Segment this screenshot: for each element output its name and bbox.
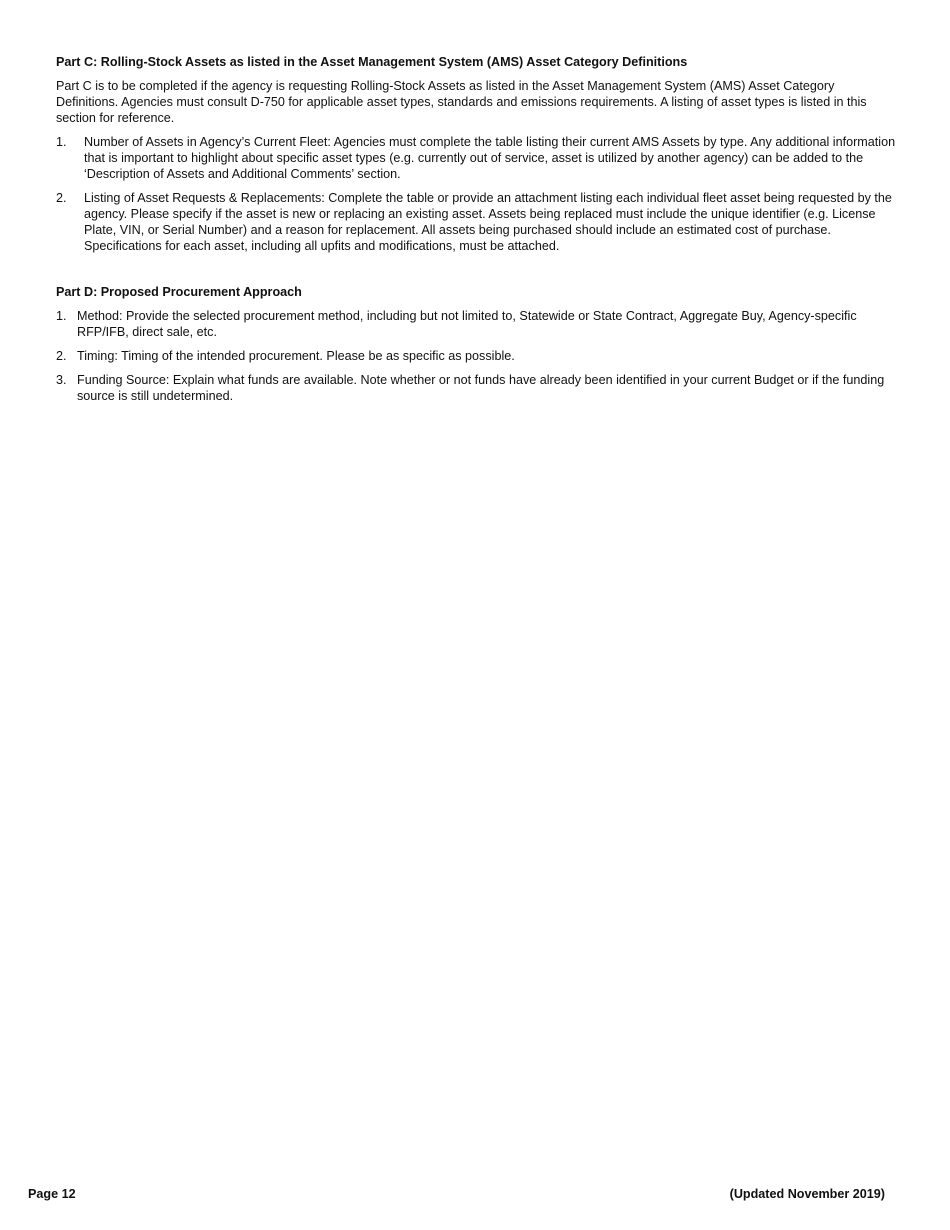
list-item-number: 3. bbox=[56, 373, 67, 387]
part-d-list bbox=[56, 308, 896, 404]
part-c-heading: Part C: Rolling-Stock Assets as listed in the Asset Management System (AMS) Asset Category Definitions bbox=[56, 55, 688, 69]
page-number: Page 12 bbox=[28, 1187, 76, 1201]
list-item-number: 1. bbox=[56, 309, 67, 323]
list-item bbox=[56, 308, 896, 340]
list-item-text: Timing: Timing of the intended procurement. Please be as specific as possible. bbox=[77, 349, 515, 363]
list-item-text: Funding Source: Explain what funds are available. Note whether or not funds have already been identified in your current Budget or if the funding source is still undetermined. bbox=[77, 373, 885, 403]
part-d-heading: Part D: Proposed Procurement Approach bbox=[56, 285, 302, 299]
document-body bbox=[56, 54, 896, 412]
part-c-section bbox=[56, 54, 896, 254]
part-c-list bbox=[56, 134, 896, 254]
list-item-text: Method: Provide the selected procurement method, including but not limited to, Statewide or State Contract, Aggregate Buy, Agency-specific RFP/IFB, direct sale, etc. bbox=[77, 309, 857, 339]
list-item bbox=[56, 372, 896, 404]
updated-date: (Updated November 2019) bbox=[729, 1187, 885, 1201]
list-item-text: Listing of Asset Requests & Replacements: Complete the table or provide an attachment listing each individual fleet asset being requested by the agency. Please specify if the asset is new or replacing an existing asset. Assets being replaced must include the unique identifier (e.g. License Plate, VIN, or Serial Number) and a reason for replacement. All assets being purchased should include an estimated cost of purchase. Specifications for each asset, including all upfits and modifications, must be attached. bbox=[84, 191, 892, 253]
list-item-text: Number of Assets in Agency’s Current Fleet: Agencies must complete the table listing their current AMS Assets by type. Any additional information that is important to highlight about specific asset types (e.g. currently out of service, asset is utilized by another agency) can be added to the ‘Description of Assets and Additional Comments’ section. bbox=[84, 135, 896, 181]
part-c-intro: Part C is to be completed if the agency is requesting Rolling-Stock Assets as listed in the Asset Management System (AMS) Asset Category Definitions. Agencies must consult D-750 for applicable asset types, standards and emissions requirements. A listing of asset types is listed in this section for reference. bbox=[56, 79, 867, 125]
list-item-number: 2. bbox=[56, 349, 67, 363]
list-item bbox=[56, 190, 896, 254]
list-item bbox=[56, 134, 896, 182]
list-item-number: 1. bbox=[56, 135, 67, 149]
part-d-section bbox=[56, 284, 896, 404]
list-item-number: 2. bbox=[56, 191, 67, 205]
list-item bbox=[56, 348, 896, 364]
